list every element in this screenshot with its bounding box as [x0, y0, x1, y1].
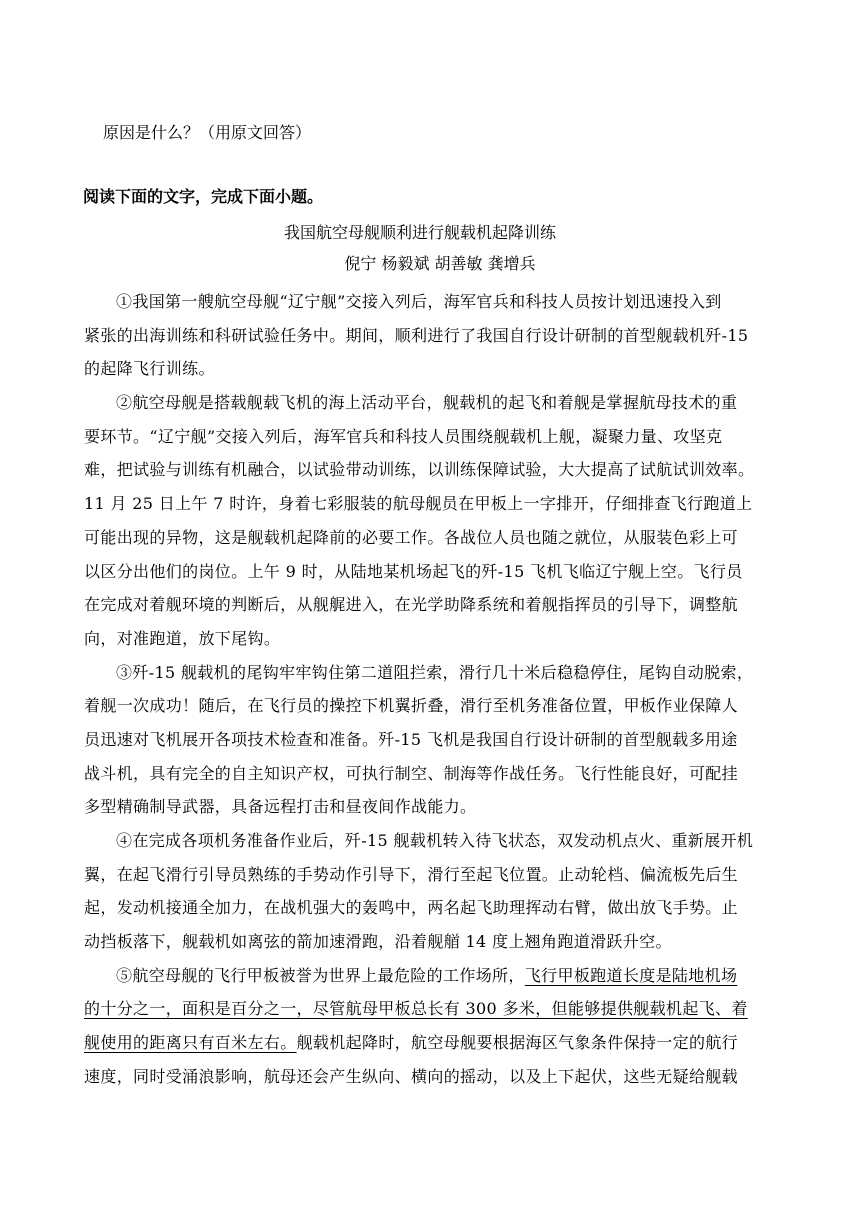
paragraph-line: 紧张的出海训练和科研试验任务中。期间，顺利进行了我国自行设计研制的首型舰载机歼-15 [84, 325, 749, 345]
article-body [84, 285, 774, 1094]
paragraph-3 [84, 656, 774, 824]
paragraph-line: 翼，在起飞滑行引导员熟练的手势动作引导下，滑行至起飞位置。止动轮档、偏流板先后生 [84, 864, 739, 884]
paragraph-line: 动挡板落下，舰载机如离弦的箭加速滑跑，沿着舰艏 14 度上翘角跑道滑跃升空。 [84, 932, 672, 952]
paragraph-line: 可能出现的异物，这是舰载机起降前的必要工作。各战位人员也随之就位，从服装色彩上可 [84, 527, 739, 547]
paragraph-line: 的起降飞行训练。 [84, 359, 215, 379]
underlined-text: 的十分之一，面积是百分之一，尽管航母甲板总长有 300 多米，但能够提供舰载机起飞、着 [84, 999, 748, 1019]
paragraph-line [84, 992, 774, 1026]
paragraph-line: 以区分出他们的岗位。上午 9 时，从陆地某机场起飞的歼-15 飞机飞临辽宁舰上空。飞行员 [84, 561, 743, 581]
paragraph-line: ④在完成各项机务准备作业后，歼-15 舰载机转入待飞状态，双发动机点火、重新展开机 [116, 831, 754, 850]
paragraph-line [84, 1026, 774, 1060]
plain-text: 舰载机起降时，航空母舰要根据海区气象条件保持一定的航行 [296, 1033, 739, 1053]
plain-text: ⑤航空母舰的飞行甲板被誉为世界上最危险的工作场所， [116, 965, 525, 985]
paragraph-1 [84, 285, 774, 386]
paragraph-line: ③歼-15 舰载机的尾钩牢牢钩住第二道阻拦索，滑行几十米后稳稳停住，尾钩自动脱索， [116, 662, 754, 682]
paragraph-line: ②航空母舰是搭载舰载飞机的海上活动平台，舰载机的起飞和着舰是掌握航母技术的重 [116, 393, 738, 413]
paragraph-5 [84, 959, 774, 1094]
paragraph-line: ①我国第一艘航空母舰“辽宁舰”交接入列后，海军官兵和科技人员按计划迅速投入到 [116, 292, 722, 311]
paragraph-line: 11 月 25 日上午 7 时许，身着七彩服装的航母舰员在甲板上一字排开，仔细排查飞行跑道上 [84, 494, 753, 514]
paragraph-2 [84, 386, 774, 656]
paragraph-line: 向，对准跑道，放下尾钩。 [84, 628, 281, 648]
section-heading: 阅读下面的文字，完成下面小题。 [83, 187, 324, 206]
paragraph-line: 在完成对着舰环境的判断后，从舰艉进入，在光学助降系统和着舰指挥员的引导下，调整航 [84, 595, 739, 615]
underlined-text: 飞行甲板跑道长度是陆地机场 [524, 965, 738, 985]
underlined-text: 舰使用的距离只有百米左右。 [84, 1033, 297, 1053]
article-authors: 倪宁 杨毅斌 胡善敏 龚增兵 [344, 254, 536, 273]
paragraph-line: 着舰一次成功！随后，在飞行员的操控下机翼折叠，滑行至机务准备位置，甲板作业保障人 [84, 696, 739, 716]
paragraph-line: 速度，同时受涌浪影响，航母还会产生纵向、横向的摇动，以及上下起伏，这些无疑给舰载 [84, 1066, 739, 1086]
paragraph-line [84, 959, 774, 993]
paragraph-4 [84, 824, 774, 959]
paragraph-line: 战斗机，具有完全的自主知识产权，可执行制空、制海等作战任务。飞行性能良好，可配挂 [84, 763, 739, 783]
previous-question-text: 原因是什么？（用原文回答） [103, 123, 312, 142]
paragraph-line: 要环节。“辽宁舰”交接入列后，海军官兵和科技人员围绕舰载机上舰，凝聚力量、攻坚克 [84, 426, 723, 446]
paragraph-line: 起，发动机接通全加力，在战机强大的轰鸣中，两名起飞助理挥动右臂，做出放飞手势。止 [84, 898, 739, 918]
article-title: 我国航空母舰顺利进行舰载机起降训练 [283, 223, 556, 242]
paragraph-line: 员迅速对飞机展开各项技术检查和准备。歼-15 飞机是我国自行设计研制的首型舰载多用途 [84, 729, 738, 749]
paragraph-line: 多型精确制导武器，具备远程打击和昼夜间作战能力。 [84, 797, 477, 817]
paragraph-line: 难，把试验与训练有机融合，以试验带动训练，以训练保障试验，大大提高了试航试训效率。 [84, 460, 755, 480]
